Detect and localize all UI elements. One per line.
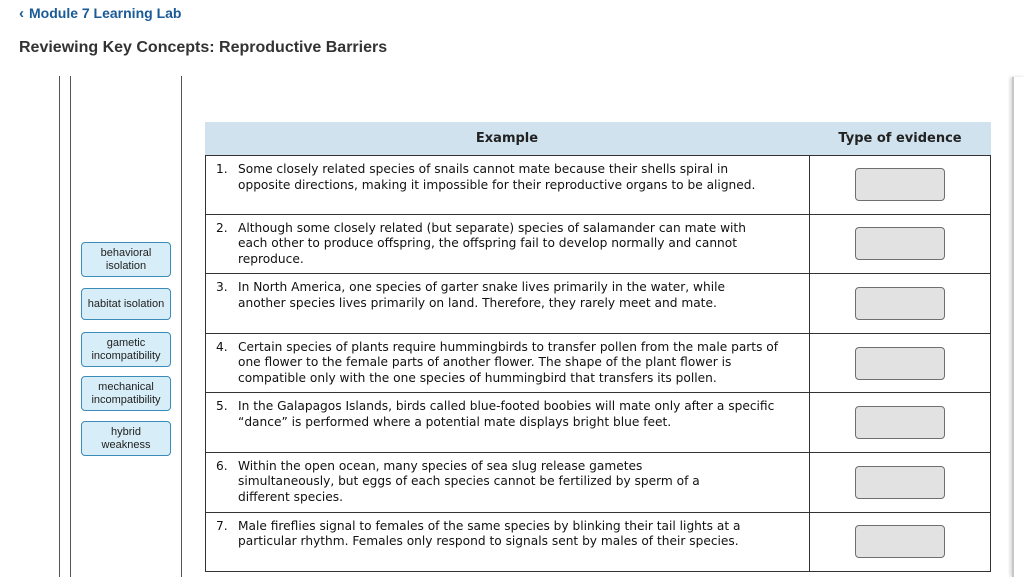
back-link[interactable] <box>19 5 181 21</box>
example-cell <box>206 393 810 452</box>
table-header <box>205 122 991 155</box>
evidence-cell <box>810 453 990 512</box>
table-row <box>205 155 991 215</box>
table-row <box>205 334 991 394</box>
tile-label: hybrid weakness <box>101 425 151 451</box>
evidence-cell <box>810 393 990 452</box>
drop-target[interactable] <box>855 406 945 439</box>
example-text: Certain species of plants require hummingbirds to transfer pollen from the male parts of one flower to the female parts of another flower. The shape of the plant flower is compatible only with the one species of hummingbird that transfers its pollen. <box>238 339 779 385</box>
evidence-table <box>205 122 991 572</box>
drop-target[interactable] <box>855 287 945 320</box>
row-number: 7. <box>216 518 228 533</box>
evidence-cell <box>810 215 990 274</box>
table-row <box>205 453 991 513</box>
row-number: 4. <box>216 339 228 354</box>
table-row <box>205 274 991 334</box>
tile-label: mechanical incompatibility <box>91 380 161 406</box>
table-row <box>205 215 991 275</box>
back-link-label: Module 7 Learning Lab <box>29 5 182 21</box>
row-number: 1. <box>216 162 228 176</box>
frame-divider-inner <box>70 76 71 577</box>
tile-label: gametic incompatibility <box>91 336 161 362</box>
example-cell <box>206 215 810 274</box>
drop-target[interactable] <box>855 227 945 260</box>
drop-target[interactable] <box>855 347 945 380</box>
tile-label: behavioral isolation <box>100 246 152 272</box>
tile-behavioral-isolation[interactable] <box>81 242 171 277</box>
drop-target[interactable] <box>855 525 945 558</box>
evidence-cell <box>810 274 990 333</box>
row-number: 6. <box>216 458 228 473</box>
frame-right-edge <box>1012 77 1024 577</box>
tile-hybrid-weakness[interactable] <box>81 421 171 456</box>
evidence-cell <box>810 513 990 572</box>
frame-divider-tiles <box>181 76 182 577</box>
example-text: In North America, one species of garter snake lives primarily in the water, while another species lives primarily on land. Therefore, they rarely meet and mate. <box>238 280 725 310</box>
row-number: 2. <box>216 220 228 235</box>
frame-divider-left <box>59 76 60 577</box>
header-type-of-evidence: Type of evidence <box>838 131 962 146</box>
table-row <box>205 513 991 573</box>
example-text: Although some closely related (but separate) species of salamander can mate with each other to produce offspring, the offspring fail to develop normally and cannot reproduce. <box>238 220 746 266</box>
tile-mechanical-incompatibility[interactable] <box>81 376 171 411</box>
evidence-cell <box>810 156 990 214</box>
row-number: 5. <box>216 399 228 414</box>
example-cell <box>206 453 810 512</box>
example-text: In the Galapagos Islands, birds called blue-footed boobies will mate only after a specific “dance” is performed where a potential mate displays bright blue feet. <box>238 399 775 429</box>
example-cell <box>206 156 810 214</box>
example-text: Within the open ocean, many species of sea slug release gametes simultaneously, but eggs of each species cannot be fertilized by sperm of a different species. <box>238 458 700 504</box>
tile-habitat-isolation[interactable] <box>81 288 171 320</box>
tile-gametic-incompatibility[interactable] <box>81 332 171 367</box>
tile-label: habitat isolation <box>87 297 165 310</box>
drop-target[interactable] <box>855 466 945 499</box>
evidence-cell <box>810 334 990 393</box>
example-cell <box>206 334 810 393</box>
table-row <box>205 393 991 453</box>
example-text: Some closely related species of snails cannot mate because their shells spiral in opposite directions, making it impossible for their reproductive organs to be aligned. <box>238 162 756 192</box>
chevron-left-icon: ‹ <box>19 4 24 22</box>
example-cell <box>206 274 810 333</box>
example-text: Male fireflies signal to females of the same species by blinking their tail lights at a particular rhythm. Females only respond to signals sent by males of their species. <box>238 518 741 549</box>
header-example: Example <box>475 131 539 146</box>
drop-target[interactable] <box>855 168 945 201</box>
page-title: Reviewing Key Concepts: Reproductive Barriers <box>19 39 388 56</box>
example-cell <box>206 513 810 572</box>
row-number: 3. <box>216 280 228 295</box>
